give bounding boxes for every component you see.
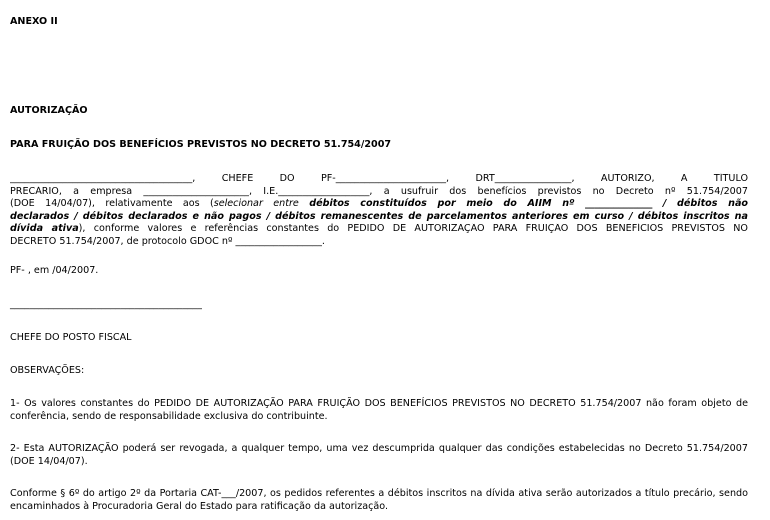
- place-date: PF- , em /04/2007.: [10, 265, 99, 276]
- body-line-3-selecionar: selecionar entre: [213, 198, 310, 210]
- body-line-5-divida: dívida ativa: [10, 223, 79, 235]
- authorization-body: [10, 173, 748, 249]
- signature-line: ________________________________________: [10, 299, 202, 310]
- body-line-5: [10, 223, 748, 236]
- observation-2: 2- Esta AUTORIZAÇÃO poderá ser revogada, a qualquer tempo, uma vez descumprida qualquer das condições estabelecidas no Decreto 51.754/2007 (DOE 14/04/07).: [10, 443, 748, 467]
- body-line-3: [10, 198, 748, 211]
- closing-note: Conforme § 6º do artigo 2º da Portaria CAT-___/2007, os pedidos referentes a débitos inscritos na dívida ativa serão autorizados a título precário, sendo encaminhados à Procuradoria Geral do Estado para ratificação da autorização.: [10, 488, 748, 512]
- observations-title: OBSERVAÇÕES:: [10, 365, 85, 376]
- observation-1: 1- Os valores constantes do PEDIDO DE AUTORIZAÇÃO PARA FRUIÇÃO DOS BENEFÍCIOS PREVISTOS NO DECRETO 51.754/2007 não foram objeto de conferência, sendo de responsabilidade exclusiva do contribuinte.: [10, 398, 748, 422]
- body-line-5-rest: ), conforme valores e referências constantes do PEDIDO DE AUTORIZAÇÃO PARA FRUIÇÃO DOS BENEFÍCIOS PREVISTOS NO: [78, 223, 748, 235]
- page-title: AUTORIZAÇÃO: [10, 105, 88, 116]
- signature-title: CHEFE DO POSTO FISCAL: [10, 332, 132, 343]
- body-line-3-start: (DOE 14/04/07), relativamente aos (: [10, 198, 214, 210]
- body-line-2: PRECÁRIO, a empresa ______________________, I.E.___________________, a usufruir dos benefícios previstos no Decreto nº 51.754/2007: [10, 185, 748, 197]
- body-line-1: ______________________________________, CHEFE DO PF-_______________________, DRT________________, AUTORIZO, A TÍTULO: [10, 173, 748, 184]
- page-subtitle: PARA FRUIÇÃO DOS BENEFÍCIOS PREVISTOS NO DECRETO 51.754/2007: [10, 139, 392, 150]
- annex-title: ANEXO II: [10, 16, 58, 27]
- body-line-3-debitos: débitos constituídos por meio do AIIM nº ______________ / débitos não: [309, 198, 748, 210]
- body-line-6: DECRETO 51.754/2007, de protocolo GDOC nº __________________.: [10, 235, 325, 247]
- body-line-4: declarados / débitos declarados e não pagos / débitos remanescentes de parcelamentos anteriores em curso / débitos inscritos na: [10, 210, 748, 222]
